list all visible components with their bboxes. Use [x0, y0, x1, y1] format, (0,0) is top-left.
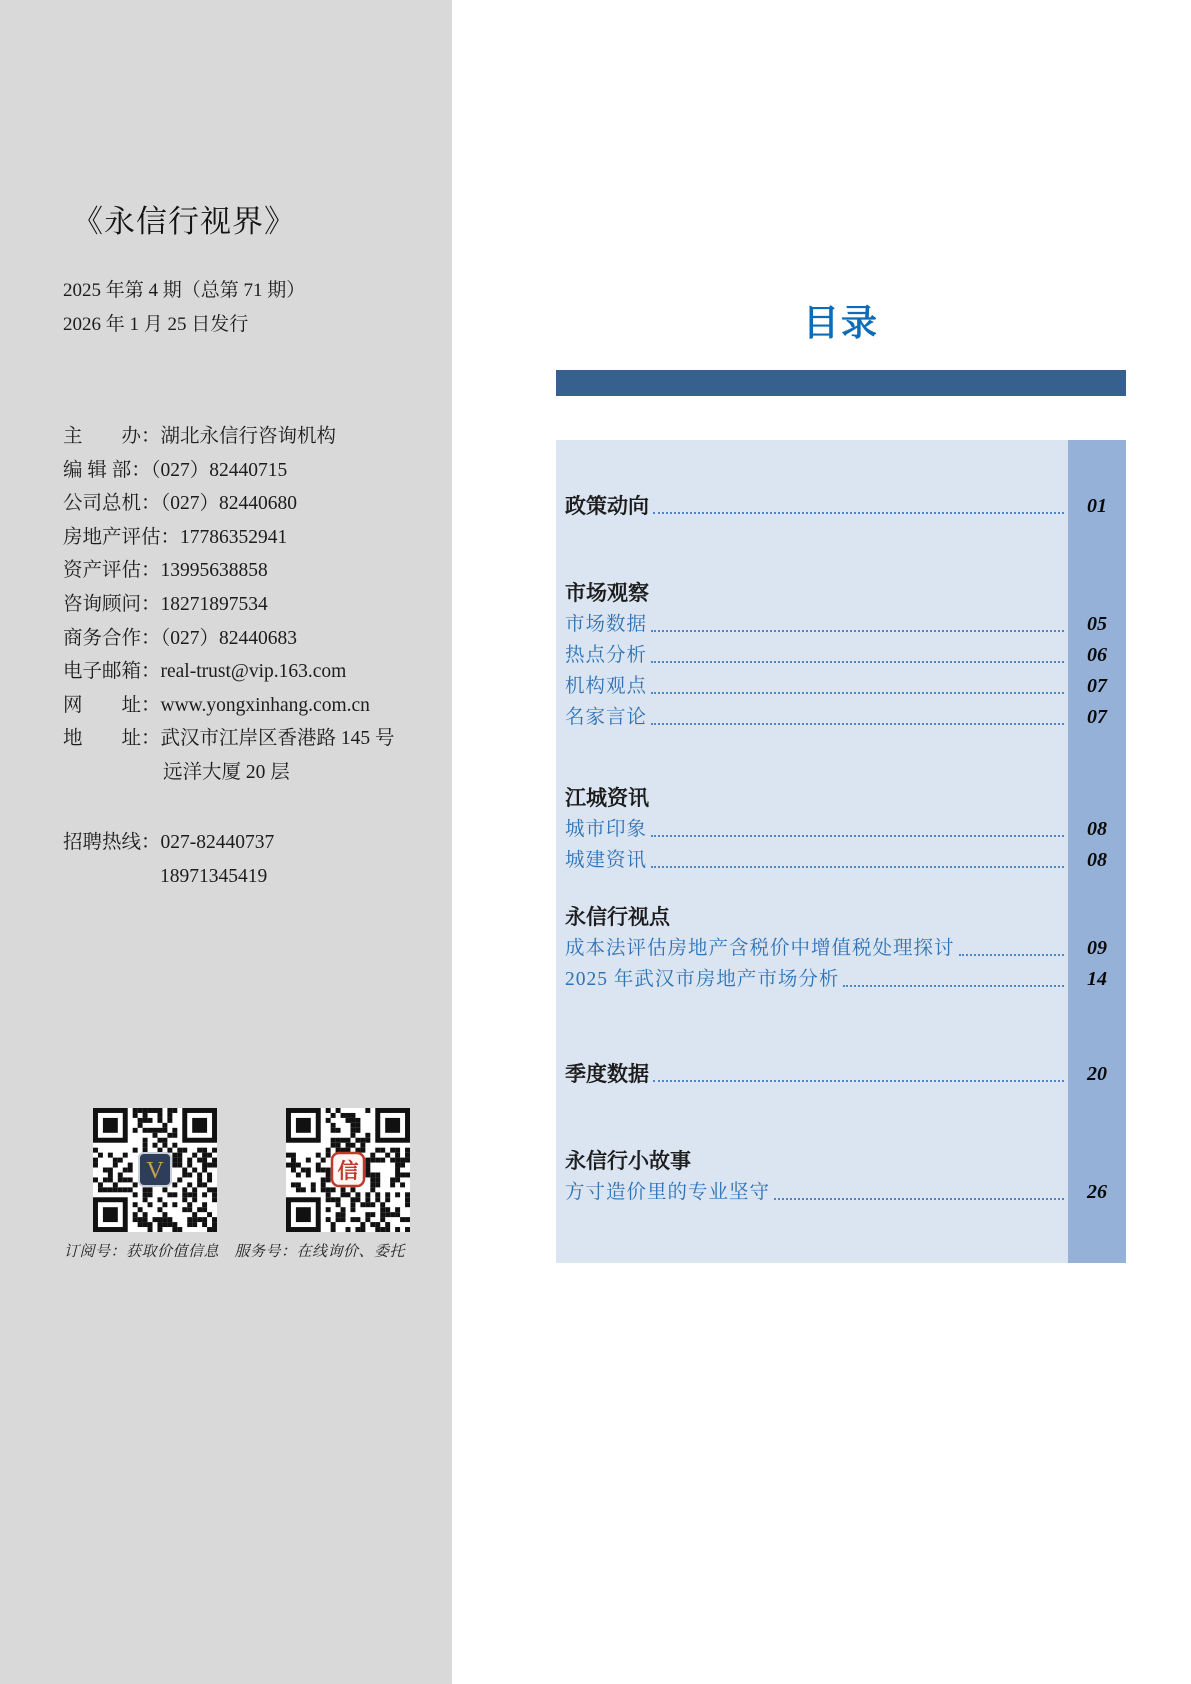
toc-entry-label: 城市印象 [565, 819, 648, 840]
svg-text:信: 信 [337, 1159, 359, 1183]
toc-section-header [556, 1145, 1126, 1176]
toc-entry [556, 963, 1126, 994]
toc-entry [556, 844, 1126, 875]
toc-dot-leader [653, 1080, 1064, 1082]
toc-entry [556, 813, 1126, 844]
toc-entry-label: 城建资讯 [565, 850, 648, 871]
toc-rows [556, 490, 1126, 1207]
toc-entry-label: 方寸造价里的专业坚守 [565, 1182, 771, 1203]
contact-line: 网 址：www.yongxinhang.com.cn [63, 694, 370, 716]
contact-line: 地 址：武汉市江岸区香港路 145 号 [63, 728, 395, 750]
toc-page-number: 07 [1087, 675, 1107, 697]
toc-title: 目录 [802, 302, 879, 343]
toc-page-number: 08 [1087, 818, 1107, 840]
toc-entry [556, 701, 1126, 732]
toc-entry-label: 政策动向 [565, 495, 649, 518]
toc-section-header [556, 782, 1126, 813]
toc-page-number: 26 [1087, 1181, 1107, 1203]
toc-page-number: 20 [1087, 1063, 1107, 1085]
toc-dot-leader [651, 866, 1064, 868]
contact-line: 公司总机：（027）82440680 [63, 493, 298, 515]
toc-entry-label: 成本法评估房地产含税价中增值税处理探讨 [565, 938, 955, 959]
toc-dot-leader [651, 630, 1064, 632]
toc-entry [556, 490, 1126, 521]
toc-box [556, 440, 1126, 1263]
qr-code-subscription [93, 1108, 217, 1232]
toc-dot-leader [774, 1198, 1064, 1200]
toc-entry [556, 608, 1126, 639]
toc-section-header [556, 901, 1126, 932]
toc-page-number: 05 [1087, 613, 1107, 635]
toc-entry-label: 热点分析 [565, 645, 648, 666]
toc-entry-label: 2025 年武汉市房地产市场分析 [565, 969, 840, 990]
toc-entry [556, 670, 1126, 701]
issue-info [63, 274, 305, 342]
publication-title: 《永信行视界》 [72, 204, 296, 239]
qr-subscription-icon [93, 1108, 217, 1232]
toc-page-number: 09 [1087, 937, 1107, 959]
contact-line: 商务合作：（027）82440683 [63, 627, 298, 649]
toc-page-number: 14 [1087, 968, 1107, 990]
contact-line: 电子邮箱：real-trust@vip.163.com [63, 661, 347, 683]
toc-dot-leader [651, 723, 1064, 725]
toc-dot-leader [651, 692, 1064, 694]
contact-line: 咨询顾问：18271897534 [63, 593, 268, 615]
toc-entry-label: 江城资讯 [565, 787, 649, 810]
qr-code-service [286, 1108, 410, 1232]
toc-entry-label: 市场数据 [565, 614, 648, 635]
toc-dot-leader [843, 985, 1064, 987]
qr-caption: 订阅号：获取价值信息 服务号：在线询价、委托 [64, 1244, 406, 1260]
toc-entry [556, 932, 1126, 963]
hiring-hotline [63, 826, 274, 894]
toc-page-number: 08 [1087, 849, 1107, 871]
qr-code-row [0, 1108, 452, 1232]
toc-header-bar [556, 370, 1126, 396]
issue-number: 2025 年第 4 期（总第 71 期） [63, 280, 306, 301]
contact-line: 编 辑 部：（027）82440715 [63, 459, 288, 481]
toc-dot-leader [651, 835, 1064, 837]
contact-line: 资产评估：13995638858 [63, 560, 268, 582]
contact-line: 远洋大厦 20 层 [163, 761, 290, 783]
toc-entry-label: 机构观点 [565, 676, 648, 697]
hiring-hotline-line2: 18971345419 [160, 866, 268, 887]
toc-dot-leader [653, 512, 1064, 514]
toc-entry-label: 永信行视点 [565, 906, 670, 929]
contact-line: 主 办：湖北永信行咨询机构 [63, 426, 337, 447]
toc-entry-label: 名家言论 [565, 707, 648, 728]
masthead-sidebar [0, 0, 452, 1684]
contact-info-list [63, 420, 395, 790]
toc-entry-label: 永信行小故事 [565, 1150, 691, 1173]
toc-entry [556, 639, 1126, 670]
toc-entry-label: 市场观察 [565, 582, 649, 605]
toc-entry-label: 季度数据 [565, 1063, 649, 1086]
qr-service-icon [286, 1108, 410, 1232]
contact-line: 房地产评估：17786352941 [63, 526, 288, 548]
svg-text:V: V [146, 1158, 164, 1184]
toc-page-number: 01 [1087, 495, 1107, 517]
toc-entry [556, 1058, 1126, 1089]
toc-page-number: 07 [1087, 706, 1107, 728]
issue-date: 2026 年 1 月 25 日发行 [63, 314, 249, 335]
toc-section-header [556, 577, 1126, 608]
toc-dot-leader [959, 954, 1064, 956]
hiring-hotline-line1: 招聘热线：027-82440737 [63, 832, 275, 853]
toc-entry [556, 1176, 1126, 1207]
toc-page-number: 06 [1087, 644, 1107, 666]
toc-dot-leader [651, 661, 1064, 663]
